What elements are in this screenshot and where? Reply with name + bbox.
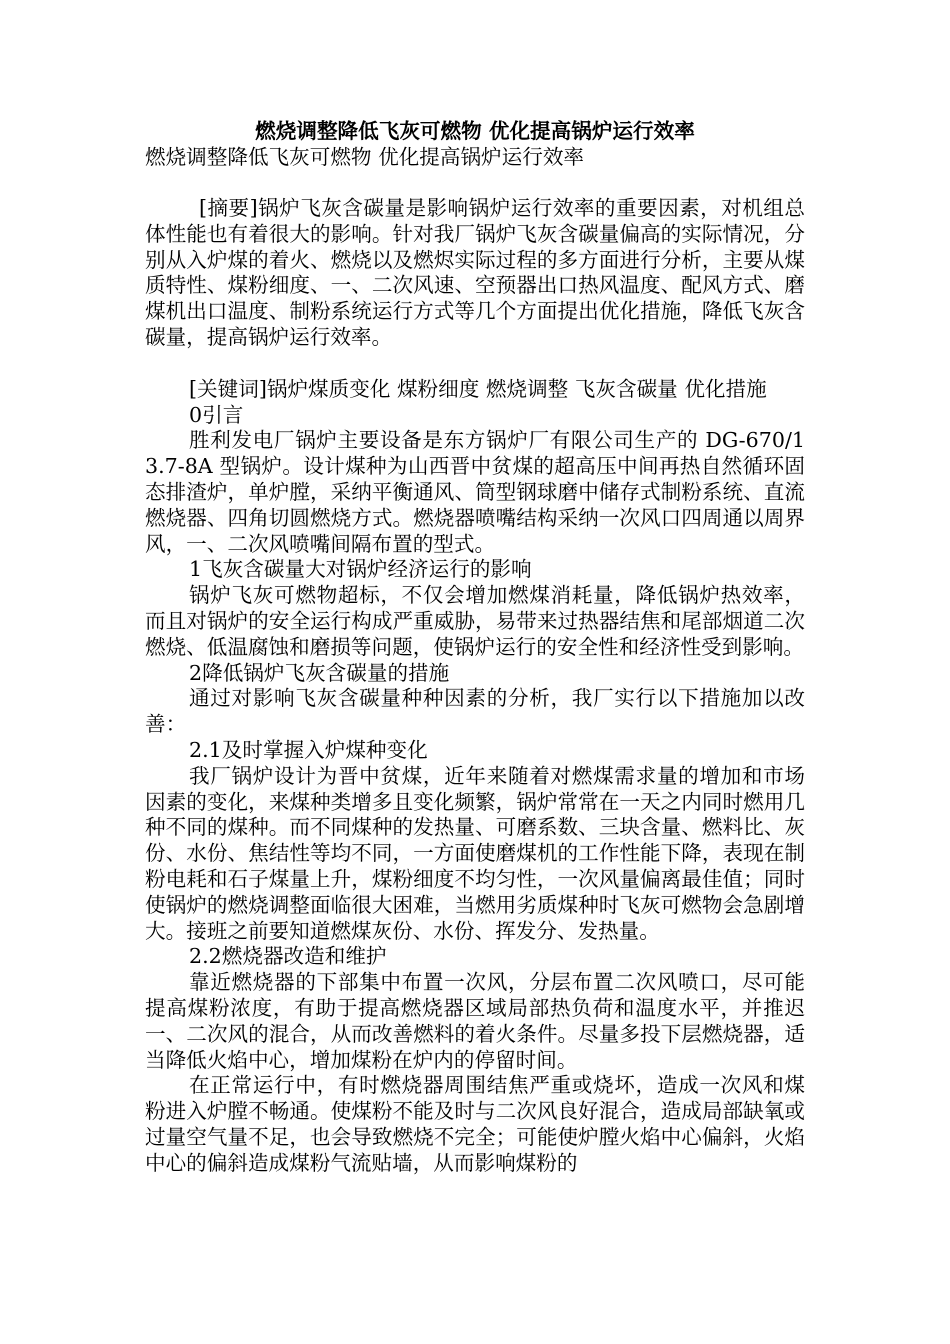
section-heading-2-2: 2.2燃烧器改造和维护	[189, 944, 387, 969]
abstract-paragraph: [摘要]锅炉飞灰含碳量是影响锅炉运行效率的重要因素，对机组总体性能也有着很大的影响。针对我厂锅炉飞灰含碳量偏高的实际情况，分别从入炉煤的着火、燃烧以及燃烬实际过程的多方面进行分析，主要从煤质特性、煤粉细度、一、二次风速、空预器出口热风温度、配风方式、磨煤机出口温度、制粉系统运行方式等几个方面提出优化措施，降低飞灰含碳量，提高锅炉运行效率。	[145, 196, 805, 349]
body-paragraph: 在正常运行中，有时燃烧器周围结焦严重或烧坏，造成一次风和煤粉进入炉膛不畅通。使煤粉不能及时与二次风良好混合，造成局部缺氧或过量空气量不足，也会导致燃烧不完全；可能使炉膛火焰中心偏斜，火焰中心的偏斜造成煤粉气流贴墙，从而影响煤粉的	[145, 1073, 805, 1175]
body-paragraph: 胜利发电厂锅炉主要设备是东方锅炉厂有限公司生产的 DG-670/13.7-8A 型锅炉。设计煤种为山西晋中贫煤的超高压中间再热自然循环固态排渣炉，单炉膛，采纳平衡通风、筒型钢球磨中储存式制粉系统、直流燃烧器、四角切圆燃烧方式。燃烧器喷嘴结构采纳一次风口四周通以周界风，一、二次风喷嘴间隔布置的型式。	[145, 428, 805, 556]
body-paragraph: 靠近燃烧器的下部集中布置一次风，分层布置二次风喷口，尽可能提高煤粉浓度，有助于提高燃烧器区域局部热负荷和温度水平，并推迟一、二次风的混合，从而改善燃料的着火条件。尽量多投下层燃烧器，适当降低火焰中心，增加煤粉在炉内的停留时间。	[145, 970, 805, 1072]
section-heading-2-1: 2.1及时掌握入炉煤种变化	[189, 737, 428, 762]
document-page	[145, 118, 805, 1176]
spacer	[145, 170, 805, 196]
keywords-paragraph: [关键词]锅炉煤质变化 煤粉细度 燃烧调整 飞灰含碳量 优化措施	[189, 376, 767, 401]
body-paragraph: 通过对影响飞灰含碳量种种因素的分析，我厂实行以下措施加以改善：	[145, 686, 805, 737]
section-heading-introduction: 0引言	[189, 402, 244, 427]
body-paragraph: 锅炉飞灰可燃物超标，不仅会增加燃煤消耗量，降低锅炉热效率，而且对锅炉的安全运行构成严重威胁，易带来过热器结焦和尾部烟道二次燃烧、低温腐蚀和磨损等问题，使锅炉运行的安全性和经济性受到影响。	[145, 583, 805, 659]
document-title: 燃烧调整降低飞灰可燃物 优化提高锅炉运行效率	[255, 119, 695, 143]
spacer	[145, 351, 805, 377]
section-heading-2: 2降低锅炉飞灰含碳量的措施	[189, 660, 450, 685]
document-subtitle: 燃烧调整降低飞灰可燃物 优化提高锅炉运行效率	[145, 145, 585, 169]
section-heading-1: 1飞灰含碳量大对锅炉经济运行的影响	[189, 557, 532, 582]
body-paragraph: 我厂锅炉设计为晋中贫煤，近年来随着对燃煤需求量的增加和市场因素的变化，来煤种类增多且变化频繁，锅炉常常在一天之内同时燃用几种不同的煤种。而不同煤种的发热量、可磨系数、三块含量、燃料比、灰份、水份、焦结性等均不同，一方面使磨煤机的工作性能下降，表现在制粉电耗和石子煤量上升，煤粉细度不均匀性，一次风量偏离最佳值；同时使锅炉的燃烧调整面临很大困难，当燃用劣质煤种时飞灰可燃物会急剧增大。接班之前要知道燃煤灰份、水份、挥发分、发热量。	[145, 763, 805, 943]
